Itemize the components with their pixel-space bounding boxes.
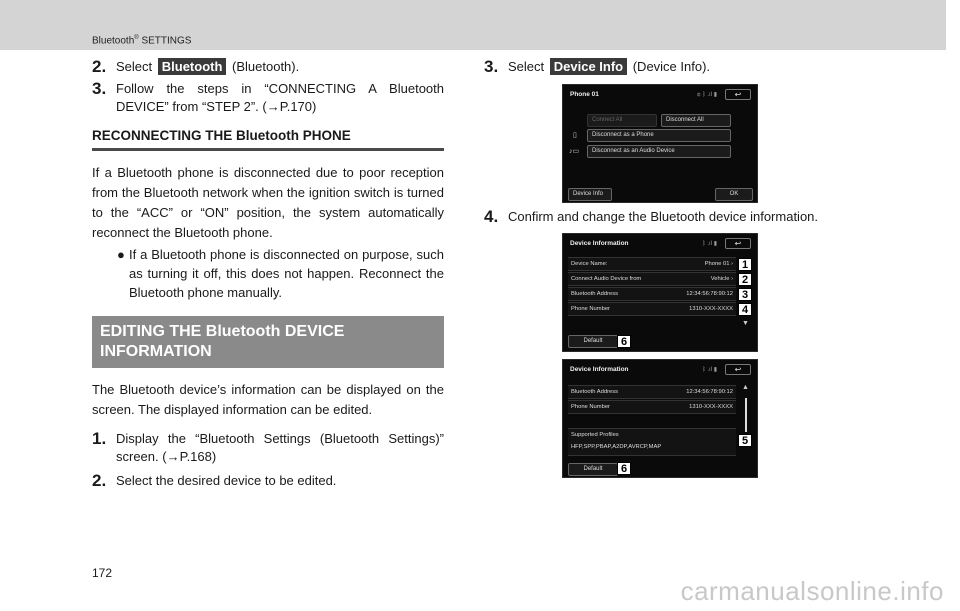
disconnect-phone-button[interactable]: Disconnect as a Phone: [587, 129, 731, 142]
row-phone-number: Phone Number 1310-XXX-XXXX: [568, 400, 736, 414]
screen-title: Device Information: [570, 366, 629, 373]
default-button[interactable]: Default: [568, 463, 618, 476]
status-icons: ᛒ .ıl ▮: [702, 241, 717, 247]
callout-1: 1: [738, 258, 752, 271]
left-column: [92, 58, 444, 494]
connect-all-button[interactable]: Connect All: [587, 114, 657, 127]
callout-3: 3: [738, 288, 752, 301]
header-title: Bluetooth® SETTINGS: [92, 35, 192, 47]
back-button[interactable]: ↩: [725, 364, 751, 375]
step-4-confirm: 4. Confirm and change the Bluetooth device information.: [484, 207, 819, 226]
screen-title: Device Information: [570, 240, 629, 247]
screen-device-information-1: [562, 233, 758, 352]
screen-title: Phone 01: [570, 91, 599, 98]
screen-phone-01: [562, 84, 758, 203]
status-icons: ᛒ .ıl ▮: [702, 367, 717, 373]
audio-icon: ♪▭: [569, 148, 580, 155]
callout-6: 6: [617, 462, 631, 475]
page-number: 172: [92, 566, 113, 580]
status-icons: ⚙ ᛒ .ıl ▮: [696, 92, 717, 98]
section-heading-reconnecting: RECONNECTING THE Bluetooth PHONE: [92, 128, 444, 151]
disconnect-audio-button[interactable]: Disconnect as an Audio Device: [587, 145, 731, 158]
callout-4: 4: [738, 303, 752, 316]
right-column: [484, 58, 836, 80]
edit-step-2: 2. Select the desired device to be edited.: [92, 471, 337, 490]
row-supported-profiles: Supported Profiles HFP,SPP,PBAP,A2DP,AVRCP,MAP: [568, 428, 736, 456]
row-phone-number: Phone Number 1310-XXX-XXXX: [568, 302, 736, 316]
callout-2: 2: [738, 273, 752, 286]
step-2: 2. Select Bluetooth (Bluetooth).: [92, 57, 300, 76]
watermark: carmanualsonline.info: [680, 576, 944, 606]
scroll-down-arrow[interactable]: ▼: [742, 320, 749, 327]
page-header: [0, 0, 946, 50]
back-button[interactable]: ↩: [725, 238, 751, 249]
reconnect-paragraph: If a Bluetooth phone is disconnected due to poor reception from the Bluetooth network when the ignition switch is turned to the “ACC” or “ON” position, the system automatically reconnect the Bluetooth phone.: [92, 165, 444, 240]
step-3: 3. Follow the steps in “CONNECTING A Bluetooth DEVICE” from “STEP 2”. (→P.170): [92, 79, 444, 114]
ok-button[interactable]: OK: [715, 188, 753, 201]
back-button[interactable]: ↩: [725, 89, 751, 100]
row-bluetooth-address: Bluetooth Address 12:34:56:78:90:12: [568, 287, 736, 301]
device-info-button[interactable]: Device Info: [568, 188, 612, 201]
bluetooth-chip: Bluetooth: [158, 58, 227, 75]
row-connect-audio[interactable]: Connect Audio Device from Vehicle ›: [568, 272, 736, 286]
callout-6: 6: [617, 335, 631, 348]
step-3-device-info: 3. Select Device Info (Device Info).: [484, 57, 711, 76]
row-bluetooth-address: Bluetooth Address 12:34:56:78:90:12: [568, 385, 736, 399]
phone-icon: ▯: [573, 132, 577, 139]
scroll-up-arrow[interactable]: ▲: [742, 384, 749, 391]
scrollbar[interactable]: [745, 398, 747, 432]
section-banner-editing: EDITING THE Bluetooth DEVICE INFORMATION: [92, 316, 444, 368]
disconnect-all-button[interactable]: Disconnect All: [661, 114, 731, 127]
bullet-note: ● If a Bluetooth phone is disconnected on purpose, such as turning it off, this does not happen. Reconnect the Bluetooth phone manually.: [117, 247, 444, 300]
screen-device-information-2: [562, 359, 758, 478]
callout-5: 5: [738, 434, 752, 447]
device-info-chip: Device Info: [550, 58, 627, 75]
editing-paragraph: The Bluetooth device’s information can be displayed on the screen. The displayed information can be edited.: [92, 382, 444, 417]
default-button[interactable]: Default: [568, 335, 618, 348]
row-device-name[interactable]: Device Name: Phone 01 ›: [568, 257, 736, 271]
edit-step-1: 1. Display the “Bluetooth Settings (Bluetooth Settings)” screen. (→P.168): [92, 429, 444, 464]
